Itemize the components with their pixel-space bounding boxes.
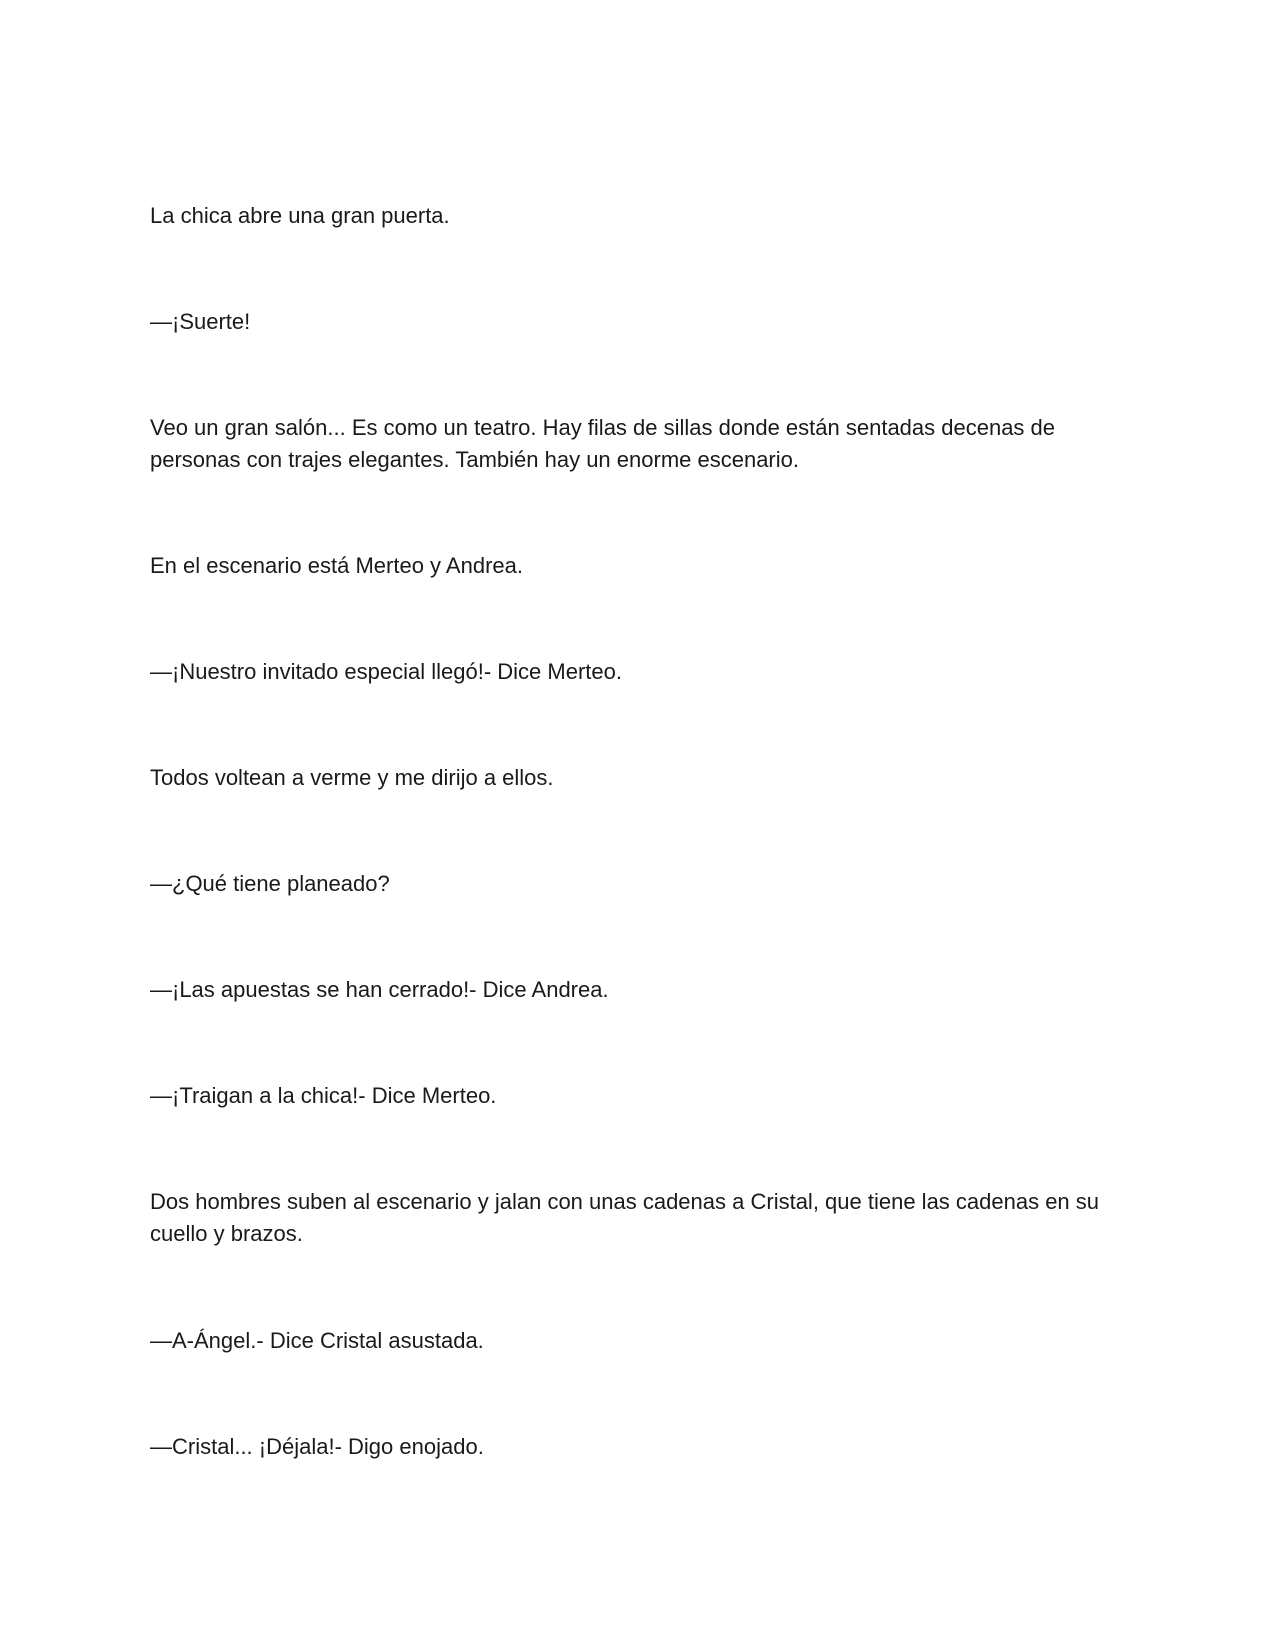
paragraph: —¿Qué tiene planeado? — [150, 871, 390, 896]
paragraph: Veo un gran salón... Es como un teatro. Hay filas de sillas donde están sentadas decenas de personas con trajes elegantes. También hay un enorme escenario. — [150, 415, 1056, 472]
paragraph: En el escenario está Merteo y Andrea. — [150, 553, 523, 578]
paragraph: —A-Ángel.- Dice Cristal asustada. — [150, 1328, 484, 1353]
paragraph: —¡Traigan a la chica!- Dice Merteo. — [150, 1083, 497, 1108]
paragraph: La chica abre una gran puerta. — [150, 203, 450, 228]
paragraph: —¡Nuestro invitado especial llegó!- Dice Merteo. — [150, 659, 622, 684]
paragraph: —¡Las apuestas se han cerrado!- Dice Andrea. — [150, 977, 609, 1002]
paragraph: —Cristal... ¡Déjala!- Digo enojado. — [150, 1434, 484, 1459]
paragraph: Todos voltean a verme y me dirijo a ellos. — [150, 765, 554, 790]
paragraph: Dos hombres suben al escenario y jalan con unas cadenas a Cristal, que tiene las cadenas en su cuello y brazos. — [150, 1189, 1100, 1246]
paragraph: —¡Suerte! — [150, 309, 251, 334]
